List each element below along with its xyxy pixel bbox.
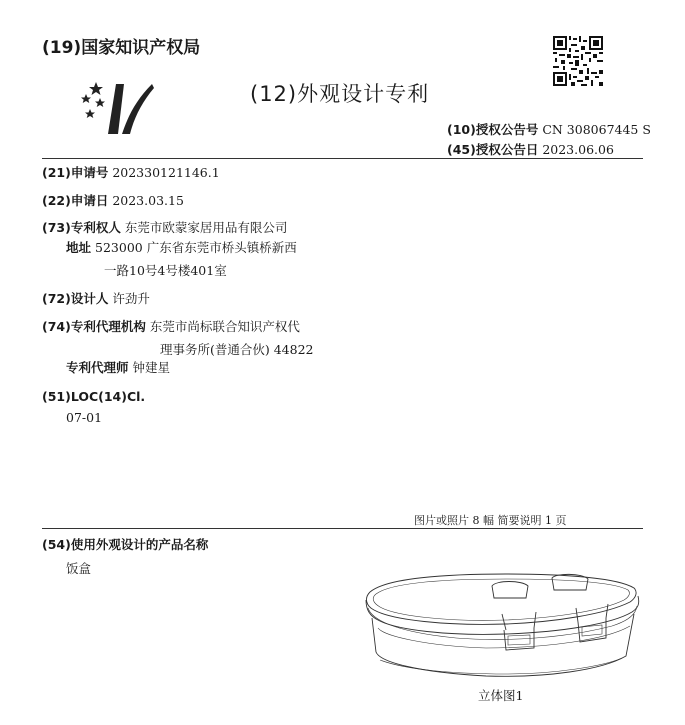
patentee-label: (73)专利权人 xyxy=(42,220,121,235)
qr-code-icon xyxy=(553,36,603,86)
product-name-label: (54)使用外观设计的产品名称 xyxy=(42,537,209,552)
grant-number-value: CN 308067445 S xyxy=(542,122,651,137)
page-summary: 图片或照片 8 幅 简要说明 1 页 xyxy=(414,514,567,527)
figure-caption: 立体图1 xyxy=(478,688,524,703)
application-number-row xyxy=(42,165,220,181)
grant-number-row xyxy=(447,120,651,138)
loc-classification-label: (51)LOC(14)Cl. xyxy=(42,389,146,404)
agency-line-1: 东莞市尚标联合知识产权代 xyxy=(149,319,300,334)
address-line-2: 一路10号4号楼401室 xyxy=(104,263,227,278)
designer-label: (72)设计人 xyxy=(42,291,109,306)
cnipa-logo-icon xyxy=(78,76,156,136)
agency-line-2: 理事务所(普通合伙) 44822 xyxy=(160,342,314,357)
application-date-row xyxy=(42,193,184,209)
address-label: 地址 xyxy=(66,240,92,255)
grant-date-label: (45)授权公告日 xyxy=(447,142,539,157)
grant-number-label: (10)授权公告号 xyxy=(447,122,539,137)
application-date-value: 2023.03.15 xyxy=(112,193,184,208)
product-name-row xyxy=(42,537,208,553)
document-type-title: (12)外观设计专利 xyxy=(250,82,430,106)
patentee-row xyxy=(42,220,287,236)
address-row xyxy=(66,240,297,256)
grant-date-row xyxy=(447,140,614,158)
agent-label: 专利代理师 xyxy=(66,360,129,375)
patentee-value: 东莞市欧蒙家居用品有限公司 xyxy=(124,220,288,235)
agency-label: (74)专利代理机构 xyxy=(42,319,146,334)
agency-row xyxy=(42,319,300,335)
designer-row xyxy=(42,291,150,307)
address-line-1: 523000 广东省东莞市桥头镇桥新西 xyxy=(95,240,297,255)
designer-value: 许劲升 xyxy=(112,291,150,306)
lunch-box-drawing xyxy=(356,570,646,682)
header-divider xyxy=(42,158,643,159)
application-number-value: 202330121146.1 xyxy=(112,165,220,180)
agent-row xyxy=(66,360,170,376)
summary-divider xyxy=(42,528,643,529)
grant-date-value: 2023.06.06 xyxy=(542,142,614,157)
office-name: (19)国家知识产权局 xyxy=(42,38,201,58)
product-name-value: 饭盒 xyxy=(66,561,92,576)
application-number-label: (21)申请号 xyxy=(42,165,109,180)
loc-classification-row xyxy=(42,389,145,405)
loc-classification-value: 07-01 xyxy=(66,410,103,425)
agent-value: 钟建星 xyxy=(132,360,171,375)
application-date-label: (22)申请日 xyxy=(42,193,109,208)
